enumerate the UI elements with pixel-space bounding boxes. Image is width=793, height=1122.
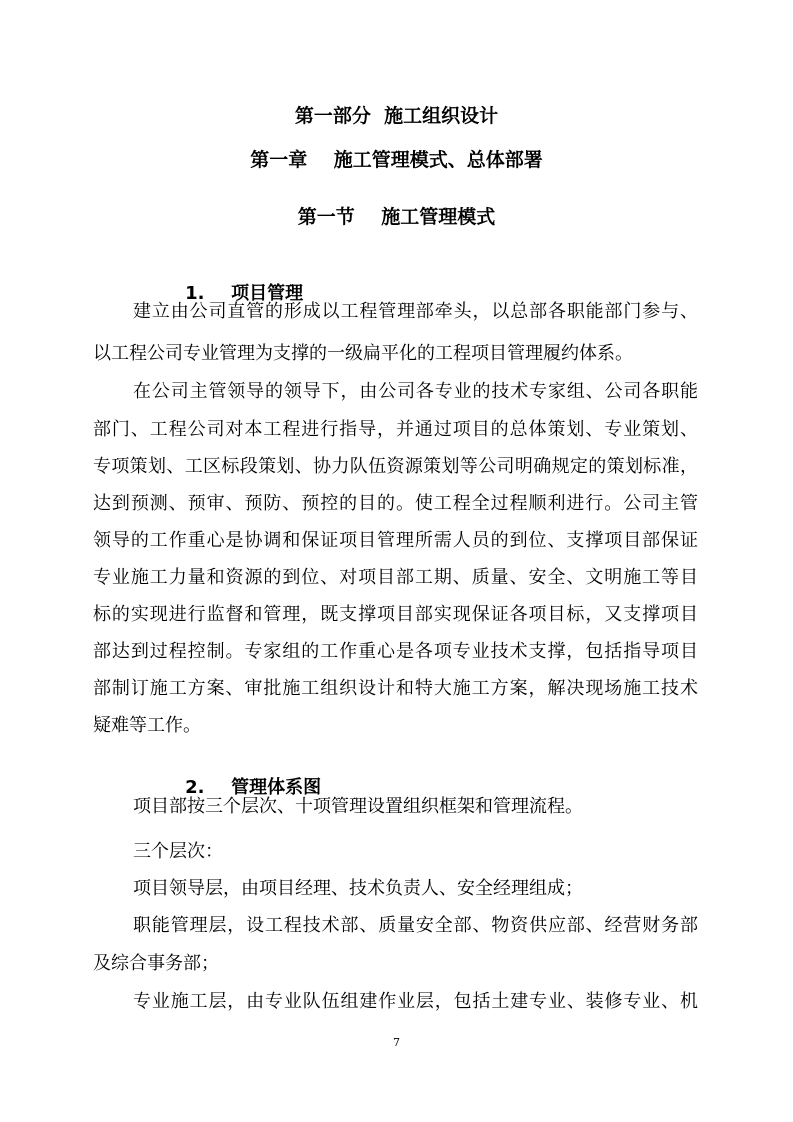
paragraph-line: 领导的工作重心是协调和保证项目管理所需人员的到位、支撑项目部保证 [93, 530, 698, 551]
paragraph-line: 达到预测、预审、预防、预控的目的。使工程全过程顺利进行。公司主管 [93, 493, 698, 514]
paragraph-line: 专项策划、工区标段策划、协力队伍资源策划等公司明确规定的策划标准， [93, 456, 698, 477]
paragraph-line: 建立由公司直管的形成以工程管理部牵头，以总部各职能部门参与、 [133, 301, 698, 322]
part-title: 第一部分 施工组织设计 [294, 105, 499, 127]
item-title: 项目管理 [231, 283, 304, 304]
paragraph-line: 专业施工力量和资源的到位、对项目部工期、质量、安全、文明施工等目 [93, 567, 698, 588]
section-title: 第一节 施工管理模式 [297, 206, 496, 228]
chapter-title: 第一章 施工管理模式、总体部署 [250, 149, 543, 171]
paragraph-line: 项目领导层，由项目经理、技术负责人、安全经理组成； [133, 878, 583, 899]
paragraph-line: 标的实现进行监督和管理，既支撑项目部实现保证各项目标，又支撑项目 [93, 604, 698, 625]
paragraph-line: 职能管理层，设工程技术部、质量安全部、物资供应部、经营财务部 [133, 915, 698, 936]
paragraph-line: 部达到过程控制。专家组的工作重心是各项专业技术支撑，包括指导项目 [93, 641, 698, 662]
paragraph-line: 部制订施工方案、审批施工组织设计和特大施工方案，解决现场施工技术 [93, 678, 698, 699]
paragraph-line: 疑难等工作。 [93, 715, 201, 736]
paragraph-line: 三个层次： [133, 841, 223, 862]
item-number: 1. [185, 283, 205, 304]
paragraph-line: 项目部按三个层次、十项管理设置组织框架和管理流程。 [133, 796, 583, 817]
paragraph-line: 及综合事务部； [93, 953, 219, 974]
paragraph-line: 专业施工层，由专业队伍组建作业层，包括土建专业、装修专业、机 [133, 991, 698, 1012]
page-number: 7 [393, 1036, 400, 1049]
paragraph-line: 部门、工程公司对本工程进行指导，并通过项目的总体策划、专业策划、 [93, 419, 698, 440]
paragraph-line: 以工程公司专业管理为支撑的一级扁平化的工程项目管理履约体系。 [93, 343, 633, 364]
item-number: 2. [185, 777, 205, 798]
item-title: 管理体系图 [231, 777, 322, 798]
paragraph-line: 在公司主管领导的领导下，由公司各专业的技术专家组、公司各职能 [133, 381, 698, 402]
